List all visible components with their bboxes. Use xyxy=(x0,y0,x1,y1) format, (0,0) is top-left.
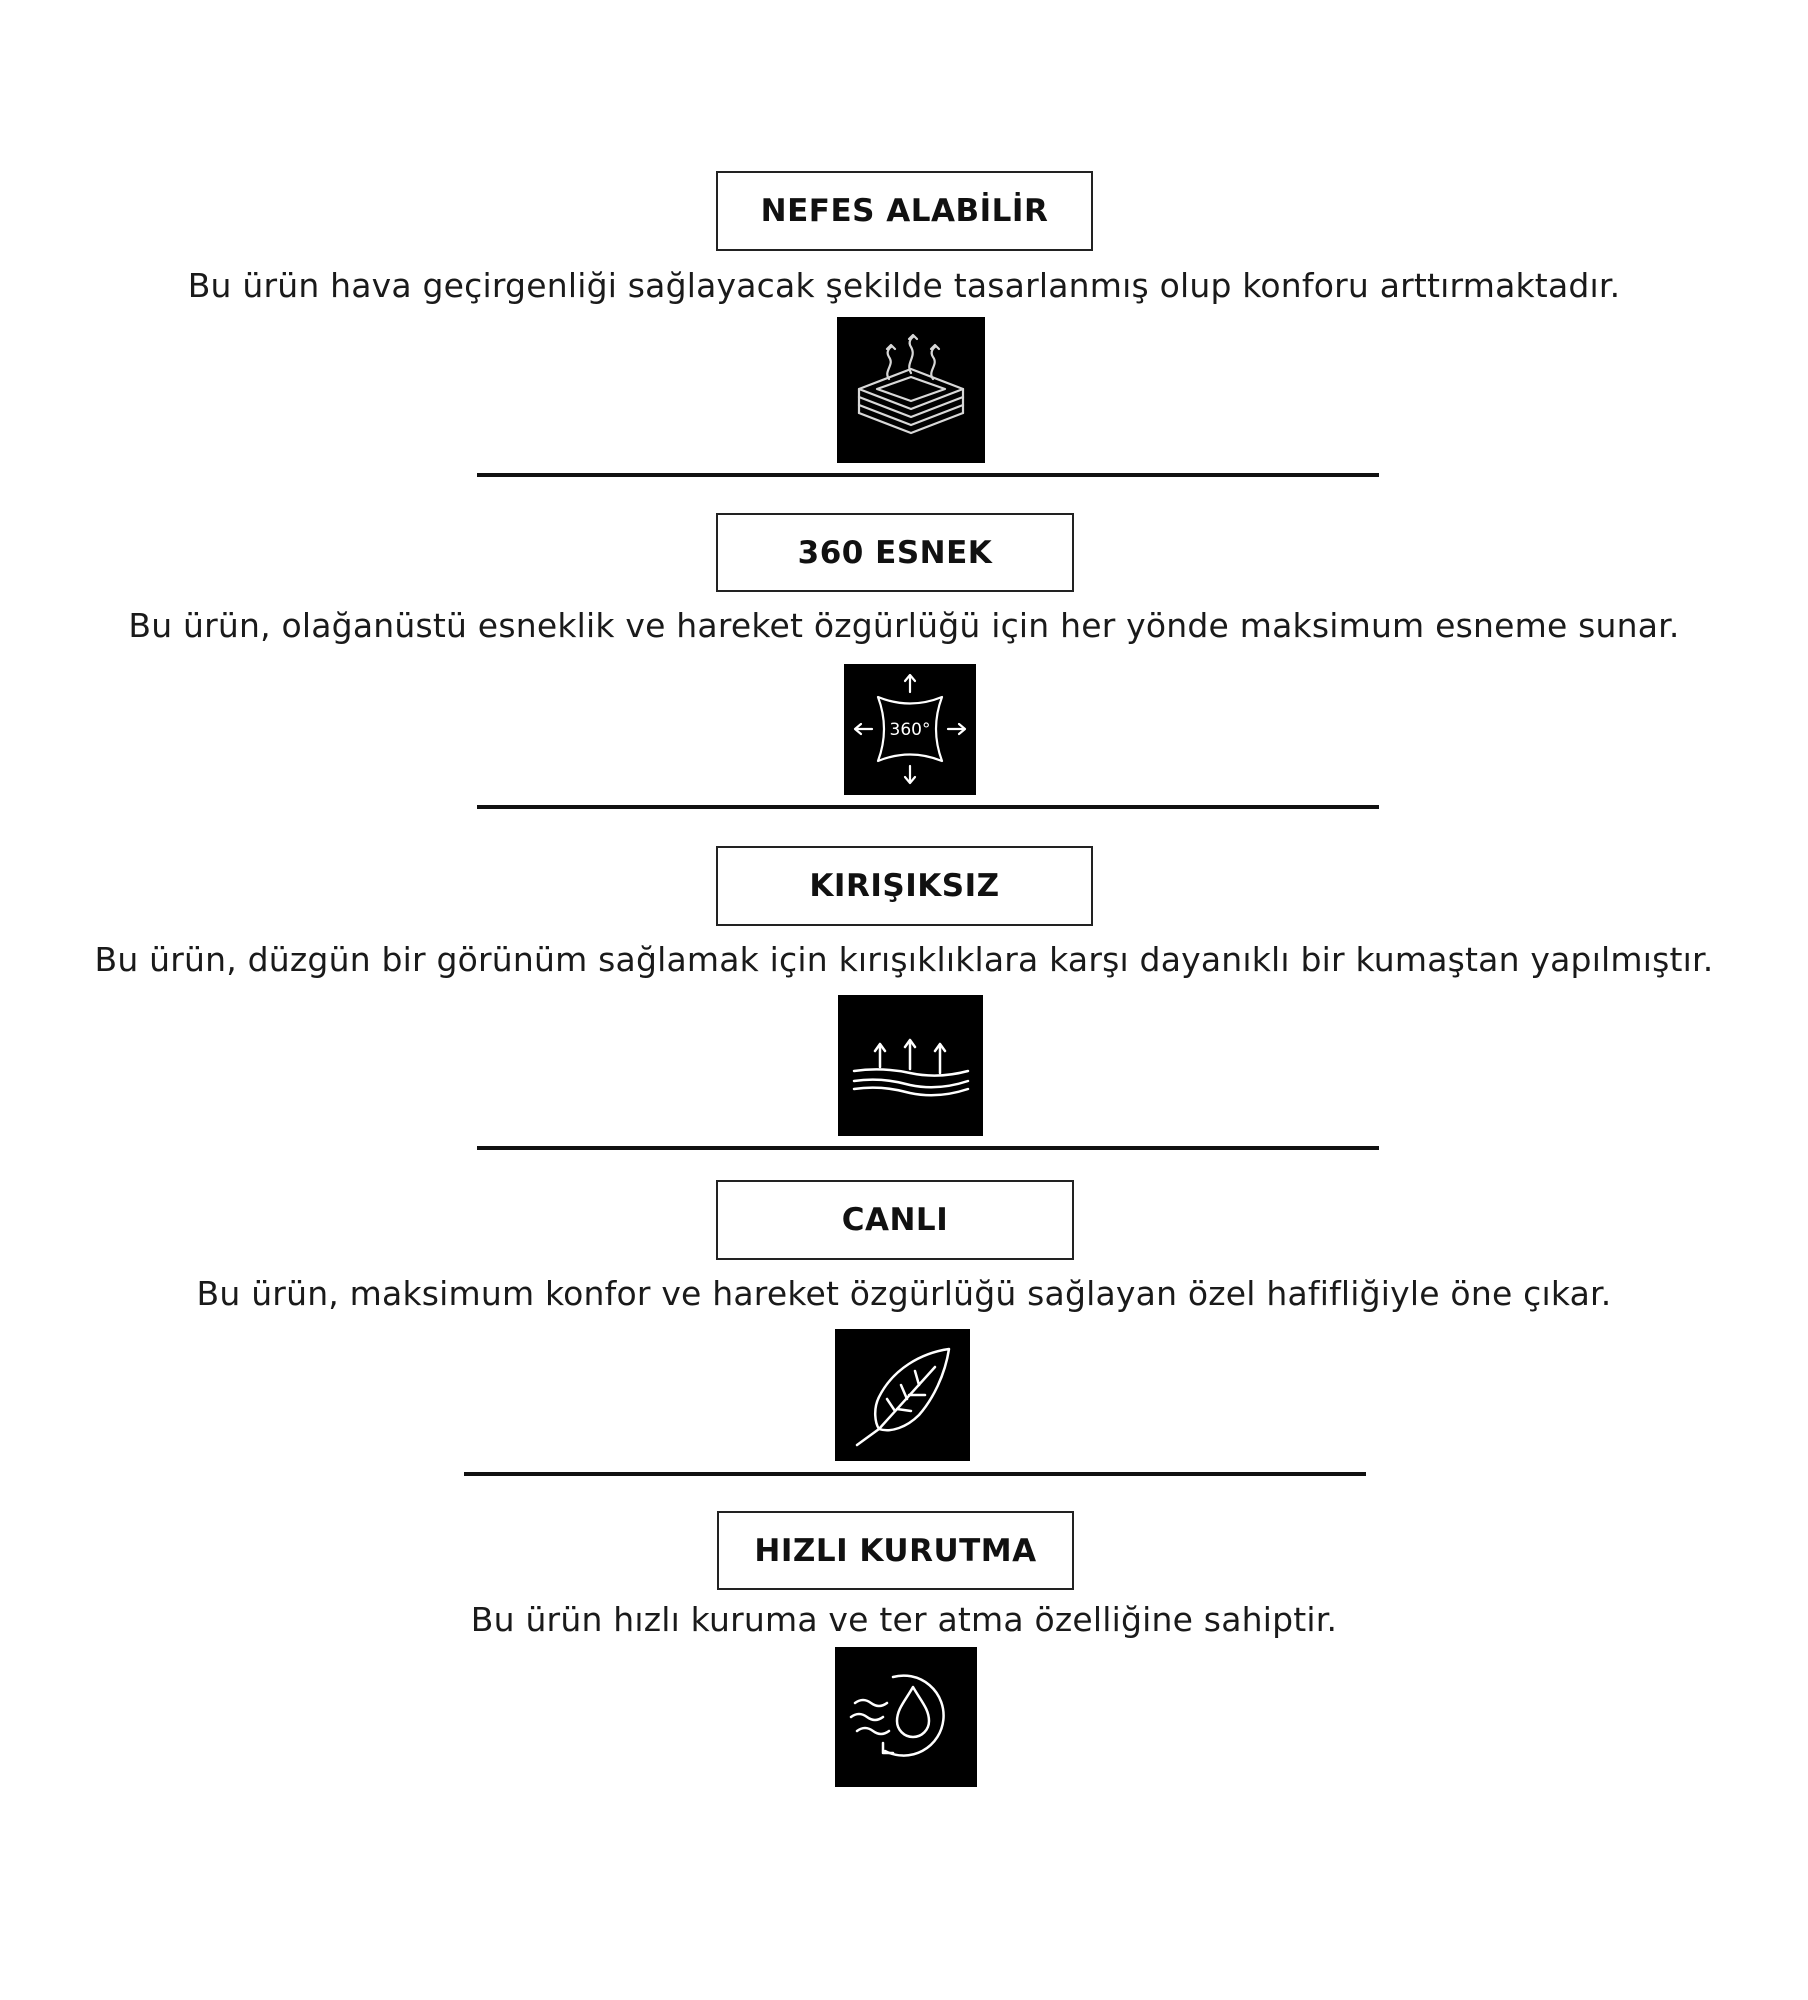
feature-description-wrinkle-free: Bu ürün, düzgün bir görünüm sağlamak için kırışıklıklara karşı dayanıklı bir kumaştan yapılmıştır. xyxy=(94,940,1714,979)
stretch-360-label: 360° xyxy=(889,720,931,740)
feature-description-breathable: Bu ürün hava geçirgenliği sağlayacak şekilde tasarlanmış olup konforu arttırmaktadır. xyxy=(187,266,1621,305)
section-divider xyxy=(477,473,1379,477)
stretch-360-icon xyxy=(844,664,976,795)
section-divider xyxy=(464,1472,1366,1476)
feature-title-breathable: NEFES ALABİLİR xyxy=(716,171,1093,251)
feature-title-wrinkle-free: KIRIŞIKSIZ xyxy=(716,846,1093,926)
wrinkle-free-icon xyxy=(838,995,983,1136)
feature-description-lightweight: Bu ürün, maksimum konfor ve hareket özgürlüğü sağlayan özel hafifliğiyle öne çıkar. xyxy=(196,1274,1612,1313)
feature-title-quick-dry: HIZLI KURUTMA xyxy=(717,1511,1074,1590)
feature-description-stretch: Bu ürün, olağanüstü esneklik ve hareket özgürlüğü için her yönde maksimum esneme sunar. xyxy=(128,606,1680,645)
quick-dry-icon xyxy=(835,1647,977,1787)
feature-icon xyxy=(835,1329,970,1461)
section-divider xyxy=(477,805,1379,809)
feature-title-stretch: 360 ESNEK xyxy=(716,513,1074,592)
feature-title-lightweight: CANLI xyxy=(716,1180,1074,1260)
feature-description-quick-dry: Bu ürün hızlı kuruma ve ter atma özelliğine sahiptir. xyxy=(470,1600,1338,1639)
section-divider xyxy=(477,1146,1379,1150)
breathable-layers-icon xyxy=(837,317,985,463)
